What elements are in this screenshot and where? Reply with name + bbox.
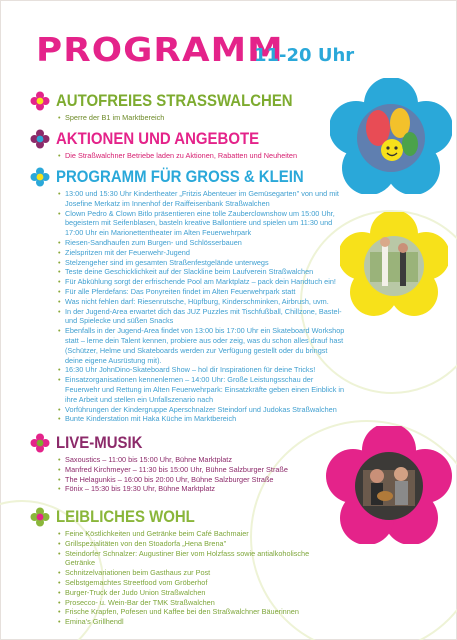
list-item: • Sperre der B1 im Marktbereich	[58, 113, 337, 123]
section-aktionen	[30, 128, 337, 161]
list-item: • Fönix – 15:30 bis 19:30 Uhr, Bühne Marktplatz	[58, 484, 337, 494]
list-item: • Stelzengeher sind im gesamten Straßenfestgelände unterwegs	[58, 258, 345, 268]
list-item: • Selbstgemachtes Streetfood vom Gröberhof	[58, 578, 337, 588]
list-item: • Für Abkühlung sorgt der erfrischende Pool am Marktplatz – pack dein Handtuch ein!	[58, 277, 345, 287]
page-title: PROGRAMM	[36, 30, 284, 69]
section-title: PROGRAMM FÜR GROSS & KLEIN	[56, 167, 304, 186]
section-title: LIVE-MUSIK	[56, 433, 143, 452]
list-item: • Feine Köstlichkeiten und Getränke beim Café Bachmaier	[58, 529, 337, 539]
stilt-walker-photo-flower	[340, 212, 448, 316]
list-item: • Saxoustics – 11:00 bis 15:00 Uhr, Bühne Marktplatz	[58, 455, 337, 465]
list-item: • Teste deine Geschicklichkeit auf der Slackline beim Laufverein Straßwalchen	[58, 267, 345, 277]
flower-icon	[30, 129, 50, 149]
section-live-musik	[30, 432, 337, 494]
section-leibliches-wohl	[30, 506, 337, 627]
list-item: • Vorführungen der Kindergruppe Aperschnalzer Steindorf und Judokas Straßwalchen	[58, 405, 345, 415]
section-title: AKTIONEN UND ANGEBOTE	[56, 129, 260, 148]
list-item: • Zielspritzen mit der Feuerwehr-Jugend	[58, 248, 345, 258]
list-item: • Die Straßwalchner Betriebe laden zu Aktionen, Rabatten und Neuheiten	[58, 151, 337, 161]
list-item: • Emina's Grillhendl	[58, 617, 337, 627]
list-item: • Prosecco- u. Wein-Bar der TMK Straßwalchen	[58, 598, 337, 608]
list-item: • Manfred Kirchmeyer – 11:30 bis 15:00 Uhr, Bühne Salzburger Straße	[58, 465, 337, 475]
section-programm	[30, 166, 345, 424]
balloon-photo-flower	[330, 78, 452, 194]
list-item: • Schnitzelvariationen beim Gasthaus zur Post	[58, 568, 337, 578]
list-item: • Bunte Kinderstation mit Haka Küche im Marktbereich	[58, 414, 345, 424]
section-autofrei	[30, 90, 337, 123]
list-item: • 13:00 und 15:30 Uhr Kindertheater „Fritzis Abenteuer im Gemüsegarten" von und mit Josefine Merkatz im Innenhof der Raiffeisenbank Straßwalchen	[58, 189, 345, 209]
band-photo-flower	[325, 426, 453, 544]
list-item: • Grillspezialitäten von den Stoadorfa „Hena Brena"	[58, 539, 337, 549]
list-item: • Burger-Truck der Judo Union Straßwalchen	[58, 588, 337, 598]
list-item: • In der Jugend-Area erwartet dich das JUZ Puzzles mit Tischfußball, Chillzone, Bastel- und Spielecke und süßen Snacks	[58, 307, 345, 327]
flower-icon	[30, 91, 50, 111]
section-title: AUTOFREIES STRASSWALCHEN	[56, 91, 293, 110]
list-item: • Für alle Pferdefans: Das Ponyreiten findet im Alten Feuerwehrpark statt	[58, 287, 345, 297]
flower-icon	[30, 167, 50, 187]
list-item: • Ebenfalls in der Jugend-Area findet von 13:00 bis 17:00 Uhr ein Skateboard Workshop statt – lerne dein Talent kennen, probiere aus oder zeig, was du schon alles drauf hast (Schützer, Helme und Skateboards werden zur Verfügung gestellt oder du bringst deine eigene Ausrüstung mit).	[58, 326, 345, 365]
list-item: • Steindorfer Schnalzer: Augustiner Bier vom Holzfass sowie antialkoholische Getränke	[58, 549, 337, 569]
list-item: • Einsatzorganisationen kennenlernen – 14:00 Uhr: Große Leistungsschau der Feuerwehr und Rettung im Alten Feuerwehrpark: Einsatzkräfte geben einen Einblick in ihre Arbeit und stellen ein Unfallszenario nach	[58, 375, 345, 404]
section-title: LEIBLICHES WOHL	[56, 507, 195, 526]
list-item: • 16:30 Uhr JohnDino-Skateboard Show – hol dir Inspirationen für deine Tricks!	[58, 365, 345, 375]
flower-icon	[30, 433, 50, 453]
list-item: • Clown Pedro & Clown Bitlo präsentieren eine tolle Zauberclownshow um 15:00 Uhr, begeistern mit Seifenblasen, basteln kreative Ballontiere und spielen um 11:30 und 17:00 Uhr ein Marionettentheater im Alten Feuerwehrpark	[58, 209, 345, 238]
list-item: • Frische Krapfen, Pofesen und Kaffee bei den Straßwalchner Bäuerinnen	[58, 607, 337, 617]
list-item: • Riesen-Sandhaufen zum Burgen- und Schlösserbauen	[58, 238, 345, 248]
list-item: • Was nicht fehlen darf: Riesenrutsche, Hüpfburg, Kinderschminken, Airbrush, uvm.	[58, 297, 345, 307]
time-range: 11-20 Uhr	[254, 45, 355, 66]
flower-icon	[30, 507, 50, 527]
list-item: • The Helagunkis – 16:00 bis 20:00 Uhr, Bühne Salzburger Straße	[58, 475, 337, 485]
